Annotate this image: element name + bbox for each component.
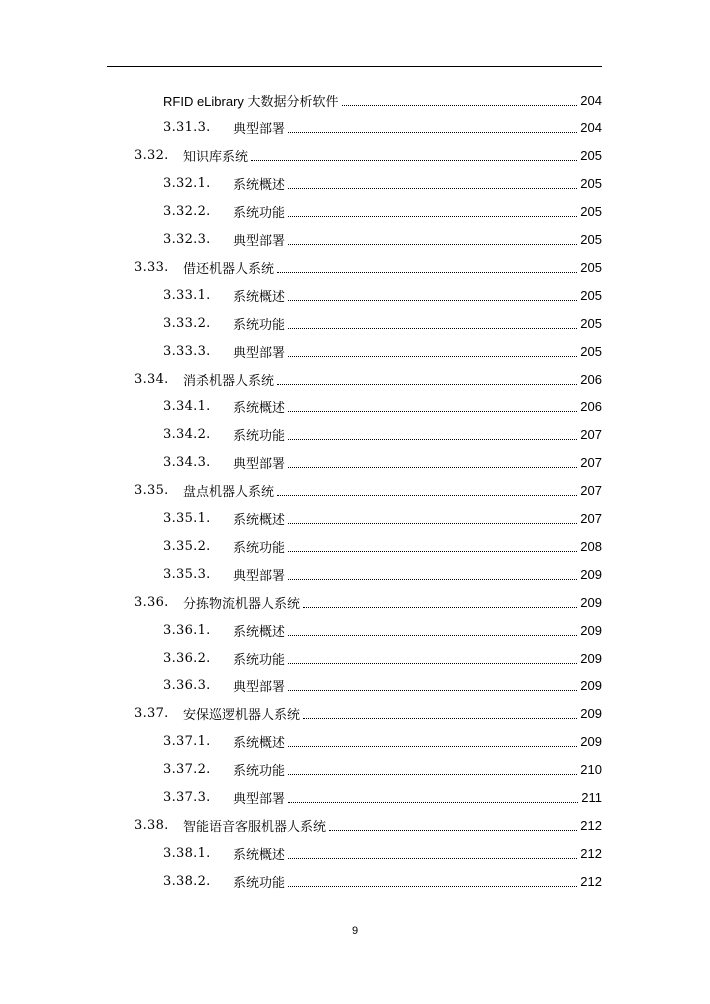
toc-entry-title: 智能语音客服机器人系统 — [183, 819, 327, 835]
header-rule — [107, 66, 602, 67]
toc-entry[interactable] — [163, 198, 602, 226]
toc-entry-title: 系统概述 — [233, 289, 286, 305]
toc-entry[interactable] — [163, 309, 602, 337]
toc-entry-title: 分拣物流机器人系统 — [183, 596, 301, 612]
toc-entry[interactable] — [163, 86, 602, 114]
toc-entry-page: 207 — [580, 455, 602, 471]
dot-leader — [288, 857, 577, 859]
toc-entry-page: 207 — [580, 427, 602, 443]
toc-entry-number: 3.38.2. — [163, 873, 211, 889]
toc-entry-title: 典型部署 — [233, 792, 286, 807]
toc-entry-number: 3.35.1. — [163, 511, 211, 526]
toc-entry[interactable] — [134, 142, 602, 170]
toc-entry-title: 典型部署 — [233, 122, 286, 138]
toc-entry[interactable] — [163, 756, 602, 784]
toc-entry-page: 205 — [580, 148, 602, 164]
toc-entry-title: 系统概述 — [233, 178, 286, 194]
toc-entry-number: 3.34.2. — [163, 427, 211, 443]
toc-entry-title: 系统功能 — [233, 875, 286, 891]
toc-entry[interactable] — [163, 393, 602, 421]
toc-entry-title: 安保巡逻机器人系统 — [183, 708, 301, 724]
toc-entry-number: 3.35. — [134, 483, 169, 499]
toc-entry[interactable] — [163, 644, 602, 672]
dot-leader — [288, 410, 577, 412]
toc-entry[interactable] — [134, 588, 602, 616]
toc-entry[interactable] — [163, 532, 602, 560]
toc-entry-number: 3.34.3. — [163, 455, 211, 471]
dot-leader — [288, 522, 577, 524]
toc-entry-number: 3.36.2. — [163, 650, 211, 666]
toc-entry-number: 3.38.1. — [163, 845, 211, 861]
toc-entry-page: 205 — [580, 259, 602, 275]
toc-entry-title: 典型部署 — [233, 568, 286, 584]
dot-leader — [277, 494, 577, 496]
toc-entry[interactable] — [163, 867, 602, 895]
toc-entry-page: 207 — [580, 511, 602, 526]
toc-entry[interactable] — [163, 672, 602, 700]
dot-leader — [288, 662, 577, 664]
toc-entry-title: 消杀机器人系统 — [183, 373, 275, 389]
toc-entry-page: 209 — [580, 622, 602, 638]
toc-entry[interactable] — [163, 728, 602, 756]
toc-entry-number: 3.33.2. — [163, 315, 211, 331]
toc-entry-title: 典型部署 — [233, 345, 286, 361]
toc-entry-page: 209 — [580, 678, 602, 694]
dot-leader — [288, 689, 577, 691]
toc-entry-title: 系统概述 — [233, 736, 286, 752]
toc-entry-number: 3.37. — [134, 706, 169, 722]
toc-entry-title: 典型部署 — [233, 680, 286, 696]
toc-entry-title: 系统功能 — [233, 764, 286, 780]
dot-leader — [288, 466, 577, 468]
toc-entry-page: 209 — [580, 650, 602, 666]
toc-entry-number: 3.34. — [134, 371, 169, 387]
toc-entry[interactable] — [163, 560, 602, 588]
toc-entry-number: 3.32.1. — [163, 176, 211, 192]
dot-leader — [288, 131, 577, 133]
toc-entry-title: 系统概述 — [233, 847, 286, 863]
toc-entry-number: 3.32.3. — [163, 232, 211, 247]
dot-leader — [303, 717, 577, 719]
toc-entry-page: 210 — [580, 762, 602, 778]
toc-entry-number: 3.35.2. — [163, 538, 211, 554]
dot-leader — [288, 773, 577, 775]
toc-entry-page: 206 — [580, 399, 602, 415]
toc-entry-page: 212 — [580, 873, 602, 889]
toc-entry-page: 205 — [580, 343, 602, 359]
toc-entry-title: 系统概述 — [233, 513, 286, 528]
toc-entry-page: 205 — [580, 232, 602, 247]
dot-leader — [303, 606, 577, 608]
toc-entry-number: 3.36. — [134, 594, 169, 610]
toc-entry[interactable] — [134, 477, 602, 505]
toc-entry[interactable] — [163, 505, 602, 533]
dot-leader — [251, 159, 577, 161]
dot-leader — [288, 215, 577, 217]
toc-entry-title: 系统概述 — [233, 624, 286, 640]
dot-leader — [288, 550, 577, 552]
toc-entry-title: 系统功能 — [233, 540, 286, 556]
dot-leader — [288, 885, 577, 887]
toc-entry-number: 3.37.2. — [163, 762, 211, 778]
toc-entry-title: RFID eLibrary 大数据分析软件 — [163, 93, 339, 109]
toc-entry-number: 3.31.3. — [163, 120, 211, 136]
dot-leader — [288, 187, 577, 189]
dot-leader — [342, 104, 578, 106]
dot-leader — [288, 355, 577, 357]
toc-entry[interactable] — [134, 700, 602, 728]
toc-entry-page: 204 — [580, 92, 602, 108]
toc-entry[interactable] — [163, 226, 602, 254]
toc-entry-number: 3.36.3. — [163, 678, 211, 694]
dot-leader — [288, 438, 577, 440]
toc-entry-number: 3.37.1. — [163, 734, 211, 750]
dot-leader — [288, 243, 577, 245]
toc-entry-page: 206 — [580, 371, 602, 387]
dot-leader — [288, 745, 577, 747]
toc-entry-page: 212 — [580, 845, 602, 861]
toc-entry-page: 205 — [580, 315, 602, 331]
toc-entry-title: 借还机器人系统 — [183, 261, 275, 277]
dot-leader — [329, 829, 577, 831]
toc-entry-page: 205 — [580, 176, 602, 192]
toc-entry[interactable] — [163, 616, 602, 644]
toc-entry-title: 系统功能 — [233, 652, 286, 668]
toc-entry-title: 典型部署 — [233, 234, 286, 249]
toc-entry-number: 3.36.1. — [163, 622, 211, 638]
toc-entry-number: 3.32.2. — [163, 204, 211, 220]
toc-entry-title: 知识库系统 — [183, 150, 249, 166]
dot-leader — [288, 578, 577, 580]
toc-entry-title: 系统概述 — [233, 401, 286, 417]
toc-entry-title: 系统功能 — [233, 317, 286, 333]
toc-entry-number: 3.38. — [134, 817, 169, 833]
toc-entry-title: 系统功能 — [233, 429, 286, 445]
toc-entry-page: 204 — [580, 120, 602, 136]
toc-entry-number: 3.32. — [134, 148, 169, 164]
page-number: 9 — [351, 925, 359, 937]
toc-entry-title: 系统功能 — [233, 206, 286, 222]
toc-entry-page: 209 — [580, 566, 602, 582]
toc-entry-page: 209 — [580, 734, 602, 750]
toc-entry-page: 207 — [580, 483, 602, 499]
dot-leader — [277, 383, 577, 385]
toc-entry[interactable] — [163, 281, 602, 309]
toc-entry[interactable] — [134, 253, 602, 281]
toc-entry-page: 212 — [580, 817, 602, 833]
toc-entry-page: 209 — [580, 594, 602, 610]
toc-entry-page: 205 — [580, 204, 602, 220]
toc-entry-page: 208 — [580, 538, 602, 554]
toc-entry-number: 3.35.3. — [163, 566, 211, 582]
toc-entry-number: 3.33.1. — [163, 287, 211, 303]
toc-entry-number: 3.33. — [134, 259, 169, 275]
dot-leader — [288, 299, 577, 301]
toc-entry-title: 典型部署 — [233, 457, 286, 473]
toc-entry-page: 205 — [580, 287, 602, 303]
toc-entry[interactable] — [163, 784, 602, 812]
toc-entry-number: 3.34.1. — [163, 399, 211, 415]
toc-entry-page: 209 — [580, 706, 602, 722]
toc-entry-number: 3.33.3. — [163, 343, 211, 359]
toc-entry[interactable] — [134, 811, 602, 839]
toc-entry[interactable] — [163, 421, 602, 449]
dot-leader — [288, 634, 577, 636]
toc-entry[interactable] — [163, 839, 602, 867]
dot-leader — [288, 327, 577, 329]
toc-entry[interactable] — [163, 170, 602, 198]
toc-entry-title: 盘点机器人系统 — [183, 485, 275, 501]
toc-entry[interactable] — [163, 337, 602, 365]
toc-entry-number: 3.37.3. — [163, 790, 211, 805]
toc-entry[interactable] — [134, 365, 602, 393]
dot-leader — [288, 801, 578, 803]
toc-entry[interactable] — [163, 449, 602, 477]
dot-leader — [277, 271, 577, 273]
toc-entry[interactable] — [163, 114, 602, 142]
toc-entry-page: 211 — [581, 790, 602, 805]
